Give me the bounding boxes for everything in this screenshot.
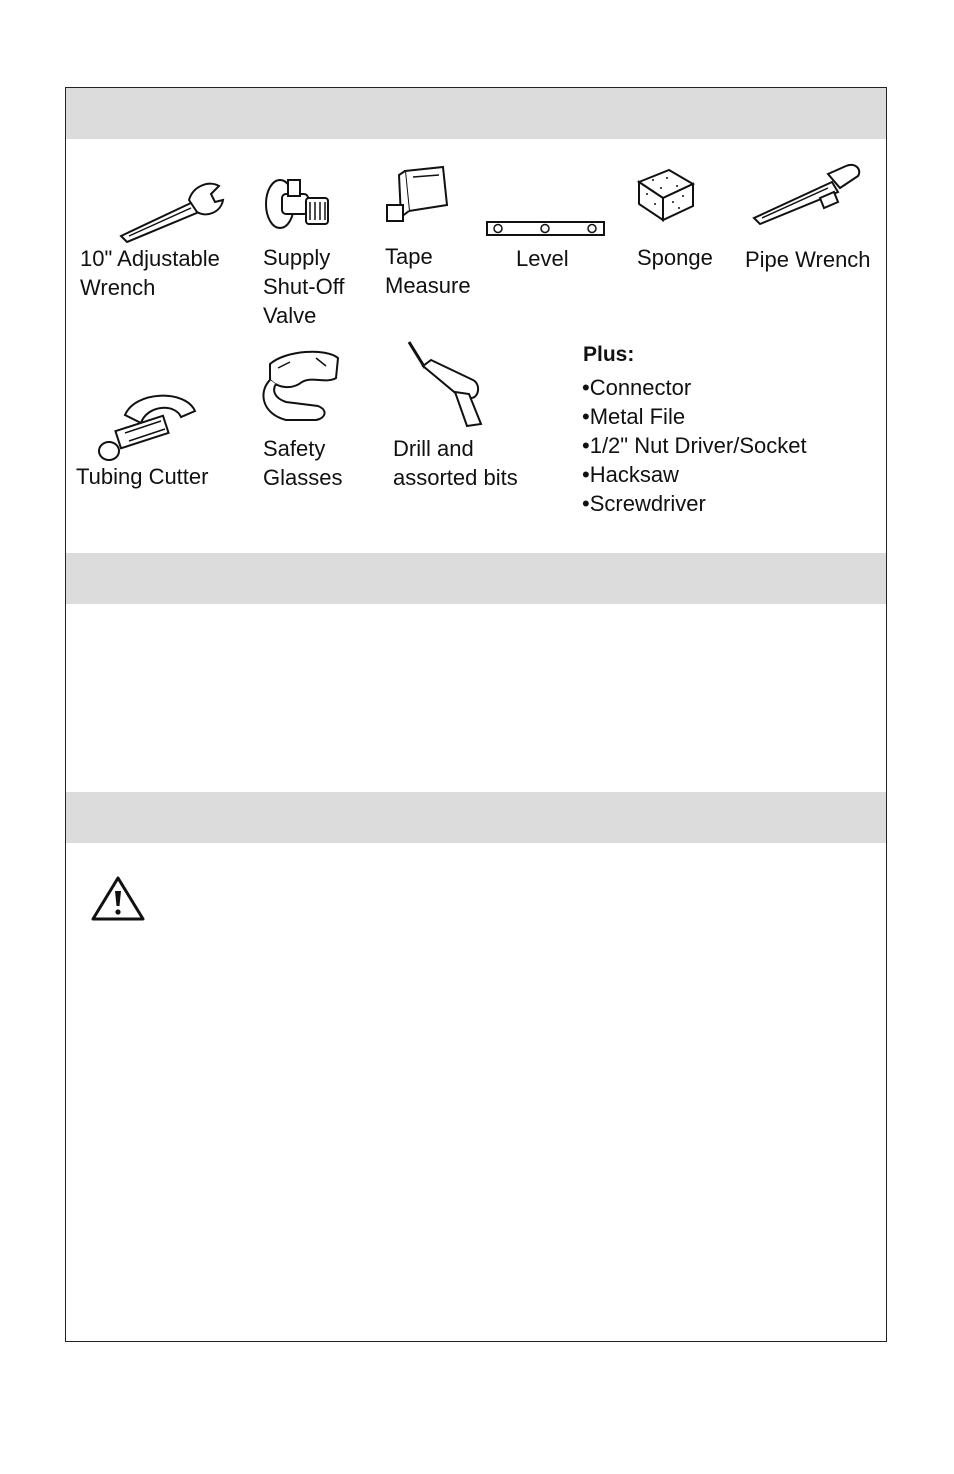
tool-label-tubing-cutter: Tubing Cutter	[76, 464, 209, 489]
section-header-2	[66, 553, 886, 604]
list-item: • Connector	[582, 373, 807, 402]
tool-label-supply-valve: Supply Shut-Off Valve	[263, 245, 345, 328]
drill-icon	[403, 340, 488, 430]
tool-label-safety-glasses: Safety Glasses	[263, 436, 343, 490]
plus-list	[582, 373, 807, 518]
warning-triangle-icon	[90, 875, 146, 923]
list-item: • Metal File	[582, 402, 807, 431]
plus-title: Plus:	[583, 343, 635, 366]
list-item: • 1/2" Nut Driver/Socket	[582, 431, 807, 460]
sponge-icon	[633, 164, 698, 224]
tape-measure-icon	[383, 165, 453, 230]
tubing-cutter-icon	[95, 385, 215, 465]
supply-valve-icon	[262, 176, 337, 236]
list-item: • Screwdriver	[582, 489, 807, 518]
tool-label-adjustable-wrench: 10" Adjustable Wrench	[80, 246, 220, 300]
adjustable-wrench-icon	[115, 176, 225, 246]
level-icon	[486, 220, 606, 238]
tool-label-pipe-wrench: Pipe Wrench	[745, 247, 871, 272]
list-item: • Hacksaw	[582, 460, 807, 489]
pipe-wrench-icon	[748, 158, 866, 228]
safety-glasses-icon	[256, 344, 346, 424]
section-header-3	[66, 792, 886, 843]
tool-label-sponge: Sponge	[637, 245, 713, 270]
tool-label-level: Level	[516, 246, 569, 271]
tool-label-drill: Drill and assorted bits	[393, 436, 518, 490]
section-header-tools	[66, 88, 886, 139]
tool-label-tape-measure: Tape Measure	[385, 244, 471, 298]
